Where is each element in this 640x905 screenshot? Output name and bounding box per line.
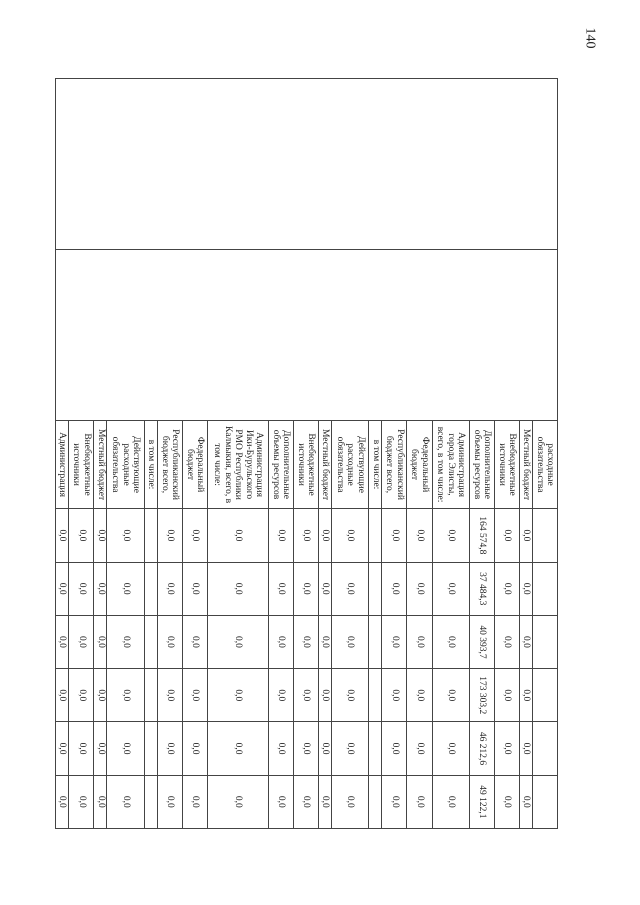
amount-cell: 0,0 bbox=[407, 669, 432, 722]
amount-cell: 0,0 bbox=[94, 615, 107, 668]
amount-cell: 0,0 bbox=[268, 722, 293, 775]
amount-cell: 0,0 bbox=[69, 562, 94, 615]
amount-cell: 0,0 bbox=[494, 562, 519, 615]
page-number: 140 bbox=[582, 27, 598, 49]
budget-table bbox=[55, 78, 558, 829]
amount-cell: 40 393,7 bbox=[469, 615, 494, 668]
amount-cell: 0,0 bbox=[207, 615, 268, 668]
amount-cell: 0,0 bbox=[319, 562, 332, 615]
amount-cell: 0,0 bbox=[94, 775, 107, 828]
amount-cell: 0,0 bbox=[519, 509, 532, 562]
funding-source-label: в том числе: bbox=[369, 420, 382, 508]
amount-cell: 0,0 bbox=[56, 669, 69, 722]
amount-cell: 0,0 bbox=[494, 722, 519, 775]
amount-cell: 0,0 bbox=[157, 722, 182, 775]
funding-source-label: Республиканский бюджет всего, bbox=[382, 420, 407, 508]
amount-cell: 0,0 bbox=[182, 669, 207, 722]
amount-cell: 0,0 bbox=[268, 615, 293, 668]
funding-source-label: Республиканский бюджет всего, bbox=[157, 420, 182, 508]
amount-cell bbox=[144, 669, 157, 722]
amount-cell: 0,0 bbox=[293, 615, 318, 668]
funding-source-label: Местный бюджет bbox=[94, 420, 107, 508]
amount-cell: 0,0 bbox=[268, 509, 293, 562]
amount-cell: 0,0 bbox=[494, 615, 519, 668]
amount-cell: 0,0 bbox=[207, 775, 268, 828]
amount-cell: 0,0 bbox=[94, 509, 107, 562]
amount-cell: 0,0 bbox=[94, 722, 107, 775]
amount-cell bbox=[532, 615, 557, 668]
amount-cell bbox=[532, 669, 557, 722]
amount-cell: 0,0 bbox=[107, 615, 144, 668]
amount-cell: 0,0 bbox=[56, 775, 69, 828]
amount-cell: 173 303,2 bbox=[469, 669, 494, 722]
rotated-table-container bbox=[55, 78, 558, 829]
amount-cell: 0,0 bbox=[157, 615, 182, 668]
amount-cell: 0,0 bbox=[332, 669, 369, 722]
amount-cell: 0,0 bbox=[69, 509, 94, 562]
amount-cell: 164 574,8 bbox=[469, 509, 494, 562]
amount-cell bbox=[532, 509, 557, 562]
funding-source-label: Администрация города Элисты, всего, в том числе: bbox=[432, 420, 469, 508]
amount-cell: 0,0 bbox=[494, 669, 519, 722]
funding-source-label: расходные обязательства bbox=[532, 420, 557, 508]
amount-cell: 0,0 bbox=[182, 775, 207, 828]
amount-cell: 0,0 bbox=[107, 722, 144, 775]
amount-cell: 0,0 bbox=[319, 775, 332, 828]
amount-cell bbox=[369, 509, 382, 562]
amount-cell: 0,0 bbox=[519, 669, 532, 722]
funding-source-label: Федеральный бюджет bbox=[407, 420, 432, 508]
amount-cell: 0,0 bbox=[107, 509, 144, 562]
amount-cell bbox=[144, 562, 157, 615]
amount-cell: 0,0 bbox=[407, 775, 432, 828]
amount-cell: 0,0 bbox=[94, 669, 107, 722]
funding-source-label: Внебюджетные источники bbox=[494, 420, 519, 508]
amount-cell: 0,0 bbox=[69, 722, 94, 775]
amount-cell: 0,0 bbox=[494, 509, 519, 562]
amount-cell: 0,0 bbox=[56, 615, 69, 668]
amount-cell: 0,0 bbox=[332, 722, 369, 775]
amount-cell bbox=[144, 722, 157, 775]
amount-cell: 0,0 bbox=[268, 669, 293, 722]
amount-cell: 0,0 bbox=[207, 722, 268, 775]
amount-cell bbox=[144, 615, 157, 668]
amount-cell: 0,0 bbox=[107, 775, 144, 828]
funding-source-label: Местный бюджет bbox=[519, 420, 532, 508]
amount-cell: 0,0 bbox=[182, 615, 207, 668]
amount-cell: 0,0 bbox=[293, 669, 318, 722]
amount-cell: 0,0 bbox=[319, 615, 332, 668]
amount-cell: 0,0 bbox=[407, 562, 432, 615]
amount-cell: 0,0 bbox=[56, 509, 69, 562]
amount-cell: 0,0 bbox=[182, 509, 207, 562]
amount-cell: 0,0 bbox=[382, 615, 407, 668]
amount-cell: 0,0 bbox=[293, 509, 318, 562]
amount-cell: 0,0 bbox=[432, 669, 469, 722]
funding-source-label: Внебюджетные источники bbox=[293, 420, 318, 508]
amount-cell: 0,0 bbox=[94, 562, 107, 615]
amount-cell: 0,0 bbox=[182, 722, 207, 775]
amount-cell: 0,0 bbox=[293, 722, 318, 775]
amount-cell: 0,0 bbox=[319, 509, 332, 562]
funding-source-label: Администрация Ики-Бурульского РМО Республики Калмыкия, всего, в том числе: bbox=[207, 420, 268, 508]
amount-cell: 0,0 bbox=[319, 722, 332, 775]
amount-cell: 0,0 bbox=[519, 562, 532, 615]
funding-source-label: Дополнительные объемы ресурсов bbox=[469, 420, 494, 508]
funding-source-label: в том числе: bbox=[144, 420, 157, 508]
amount-cell: 0,0 bbox=[69, 775, 94, 828]
amount-cell: 0,0 bbox=[107, 562, 144, 615]
funding-source-label: Действующие расходные обязательства bbox=[107, 420, 144, 508]
amount-cell: 0,0 bbox=[157, 669, 182, 722]
amount-cell: 0,0 bbox=[182, 562, 207, 615]
amount-cell bbox=[369, 669, 382, 722]
amount-cell: 0,0 bbox=[519, 775, 532, 828]
amount-cell: 0,0 bbox=[432, 509, 469, 562]
amount-cell: 0,0 bbox=[332, 509, 369, 562]
amount-cell: 0,0 bbox=[293, 562, 318, 615]
table-row bbox=[532, 79, 557, 829]
amount-cell: 0,0 bbox=[382, 775, 407, 828]
amount-cell: 0,0 bbox=[319, 669, 332, 722]
amount-cell: 0,0 bbox=[382, 669, 407, 722]
funding-source-label: Федеральный бюджет bbox=[182, 420, 207, 508]
amount-cell: 0,0 bbox=[407, 722, 432, 775]
funding-source-label: Администрация bbox=[56, 420, 69, 508]
amount-cell: 0,0 bbox=[293, 775, 318, 828]
amount-cell: 0,0 bbox=[207, 669, 268, 722]
amount-cell: 0,0 bbox=[107, 669, 144, 722]
amount-cell: 49 122,1 bbox=[469, 775, 494, 828]
amount-cell: 37 484,3 bbox=[469, 562, 494, 615]
amount-cell: 0,0 bbox=[382, 722, 407, 775]
amount-cell: 0,0 bbox=[519, 722, 532, 775]
amount-cell: 0,0 bbox=[56, 722, 69, 775]
amount-cell: 0,0 bbox=[157, 509, 182, 562]
amount-cell: 0,0 bbox=[382, 509, 407, 562]
amount-cell: 0,0 bbox=[382, 562, 407, 615]
amount-cell: 0,0 bbox=[268, 562, 293, 615]
amount-cell: 0,0 bbox=[432, 775, 469, 828]
amount-cell: 0,0 bbox=[494, 775, 519, 828]
amount-cell: 0,0 bbox=[432, 615, 469, 668]
amount-cell bbox=[369, 775, 382, 828]
amount-cell: 0,0 bbox=[207, 562, 268, 615]
amount-cell bbox=[369, 722, 382, 775]
amount-cell: 0,0 bbox=[157, 775, 182, 828]
amount-cell: 0,0 bbox=[157, 562, 182, 615]
funding-source-label: Дополнительные объемы ресурсов bbox=[268, 420, 293, 508]
amount-cell: 0,0 bbox=[207, 509, 268, 562]
executor-cell bbox=[56, 249, 558, 420]
amount-cell: 46 212,6 bbox=[469, 722, 494, 775]
funding-source-label: Действующие расходные обязательства bbox=[332, 420, 369, 508]
amount-cell: 0,0 bbox=[56, 562, 69, 615]
amount-cell: 0,0 bbox=[268, 775, 293, 828]
amount-cell: 0,0 bbox=[407, 615, 432, 668]
amount-cell: 0,0 bbox=[332, 615, 369, 668]
amount-cell: 0,0 bbox=[69, 669, 94, 722]
amount-cell: 0,0 bbox=[332, 775, 369, 828]
amount-cell: 0,0 bbox=[432, 722, 469, 775]
funding-source-label: Внебюджетные источники bbox=[69, 420, 94, 508]
amount-cell bbox=[369, 562, 382, 615]
amount-cell: 0,0 bbox=[519, 615, 532, 668]
amount-cell bbox=[369, 615, 382, 668]
amount-cell: 0,0 bbox=[69, 615, 94, 668]
amount-cell: 0,0 bbox=[332, 562, 369, 615]
amount-cell bbox=[532, 775, 557, 828]
amount-cell bbox=[532, 722, 557, 775]
amount-cell: 0,0 bbox=[432, 562, 469, 615]
amount-cell bbox=[144, 509, 157, 562]
amount-cell bbox=[532, 562, 557, 615]
program-name-cell bbox=[56, 79, 558, 250]
amount-cell: 0,0 bbox=[407, 509, 432, 562]
funding-source-label: Местный бюджет bbox=[319, 420, 332, 508]
amount-cell bbox=[144, 775, 157, 828]
